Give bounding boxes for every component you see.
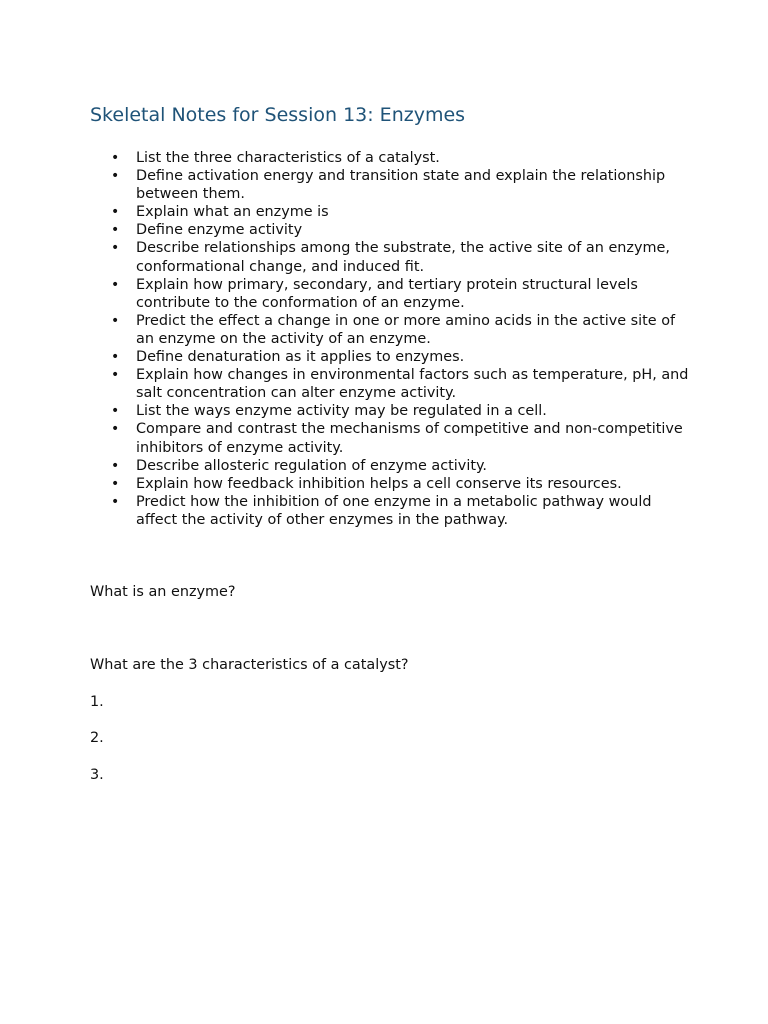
objective-text: Explain how primary, secondary, and tertiary protein structural levels contribute to the conformation of an enzyme. — [136, 276, 638, 311]
objective-item — [111, 420, 696, 456]
bullet-icon: • — [111, 403, 120, 420]
objective-text: Explain what an enzyme is — [136, 204, 329, 221]
objective-item — [111, 312, 696, 348]
page-title: Skeletal Notes for Session 13: Enzymes — [90, 104, 466, 126]
bullet-icon: • — [111, 276, 120, 293]
answer-number-3: 3. — [90, 767, 104, 783]
bullet-icon: • — [111, 204, 120, 221]
question-what-is-enzyme: What is an enzyme? — [90, 584, 236, 600]
objective-text: Define denaturation as it applies to enzymes. — [136, 349, 465, 366]
objective-text: List the ways enzyme activity may be regulated in a cell. — [136, 403, 547, 420]
objective-item — [111, 402, 696, 420]
objective-text: Explain how changes in environmental factors such as temperature, pH, and salt concentration can alter enzyme activity. — [136, 367, 689, 402]
objective-text: Predict the effect a change in one or more amino acids in the active site of an enzyme on the activity of an enzyme. — [136, 312, 676, 347]
bullet-icon: • — [111, 421, 120, 438]
objective-item — [111, 167, 696, 203]
objective-text: Describe allosteric regulation of enzyme activity. — [136, 457, 488, 474]
objective-item — [111, 149, 696, 167]
answer-number-2: 2. — [90, 730, 104, 746]
objective-item — [111, 366, 696, 402]
objective-text: Describe relationships among the substrate, the active site of an enzyme, conformational change, and induced fit. — [136, 240, 670, 275]
objective-text: Define activation energy and transition state and explain the relationship between them. — [136, 168, 666, 203]
learning-objectives-list — [111, 149, 696, 529]
question-catalyst-characteristics: What are the 3 characteristics of a catalyst? — [90, 657, 409, 673]
bullet-icon: • — [111, 240, 120, 257]
objective-item — [111, 348, 696, 366]
objective-text: Define enzyme activity — [136, 222, 303, 239]
objective-item — [111, 457, 696, 475]
bullet-icon: • — [111, 312, 120, 329]
objective-text: Explain how feedback inhibition helps a cell conserve its resources. — [136, 475, 622, 492]
objective-item — [111, 493, 696, 529]
objective-text: Compare and contrast the mechanisms of competitive and non-competitive inhibitors of enzyme activity. — [136, 421, 683, 456]
bullet-icon: • — [111, 493, 120, 510]
objective-text: List the three characteristics of a catalyst. — [136, 150, 440, 166]
objective-item — [111, 276, 696, 312]
bullet-icon: • — [111, 457, 120, 474]
objective-item — [111, 239, 696, 275]
objective-item — [111, 221, 696, 239]
objective-item — [111, 475, 696, 493]
objective-text: Predict how the inhibition of one enzyme in a metabolic pathway would affect the activity of other enzymes in the pathway. — [136, 493, 652, 528]
bullet-icon: • — [111, 168, 120, 185]
bullet-icon: • — [111, 475, 120, 492]
bullet-icon: • — [111, 150, 120, 166]
answer-number-1: 1. — [90, 694, 104, 710]
bullet-icon: • — [111, 367, 120, 384]
bullet-icon: • — [111, 349, 120, 366]
objective-item — [111, 203, 696, 221]
bullet-icon: • — [111, 222, 120, 239]
